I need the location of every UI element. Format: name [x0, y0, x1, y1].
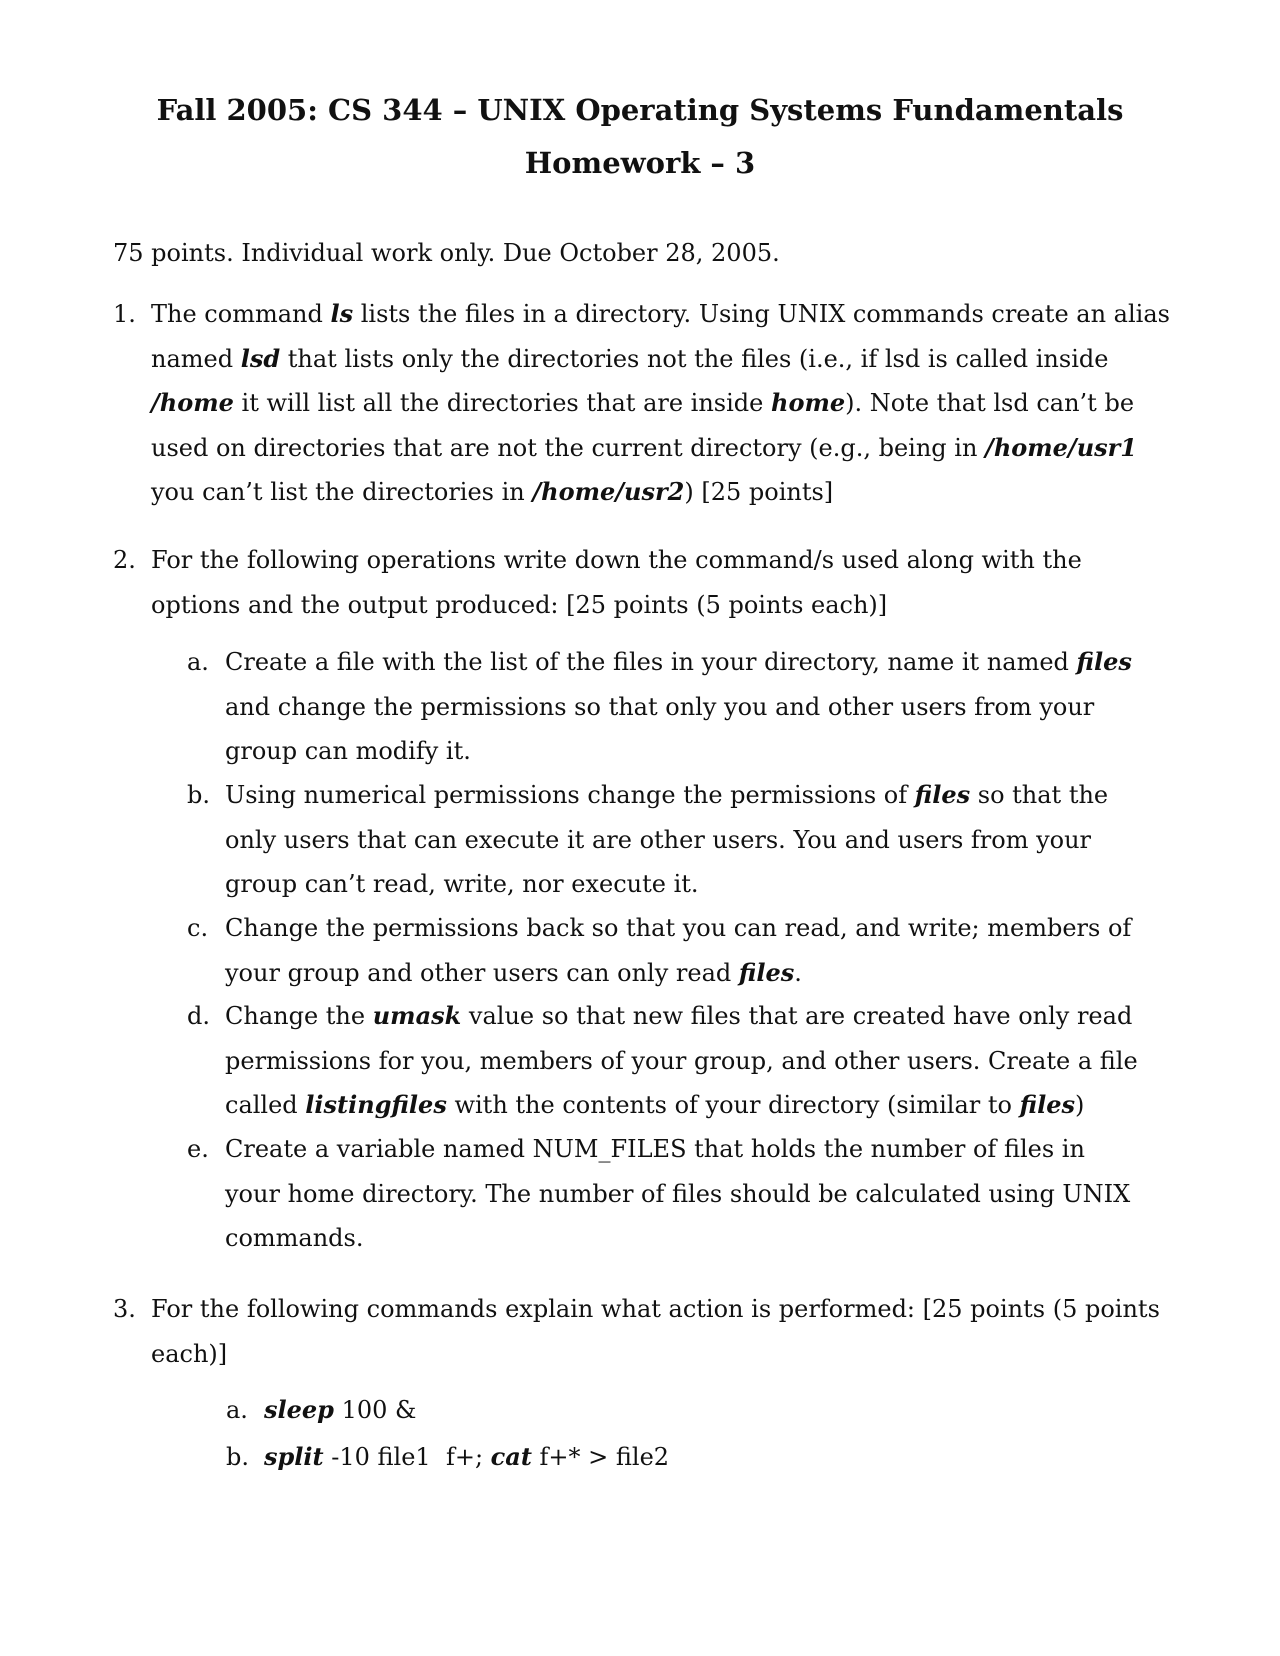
- question-2a-text: Create a file with the list of the files in your directory, name it named files and change the permissions so that only you and other users from your group can modify it.: [225, 647, 1132, 765]
- home-path: /home: [151, 388, 234, 417]
- question-2c: [187, 906, 1147, 995]
- question-2-number: 2.: [113, 546, 136, 574]
- cat-command: cat: [490, 1442, 532, 1471]
- question-1-text: The command ls lists the files in a directory. Using UNIX commands create an alias named lsd that lists only the directories not the files (i.e., if lsd is called inside /home it will list all the directories that are inside home). Note that lsd can’t be used on directories that are not the current directory (e.g., being in /home/usr1 you can’t list the directories in /home/usr2) [25 points]: [151, 299, 1170, 506]
- question-3b: [226, 1435, 669, 1480]
- question-3-number: 3.: [113, 1295, 136, 1323]
- question-1-number: 1.: [113, 300, 136, 328]
- split-command: split: [264, 1442, 324, 1471]
- list-letter: e.: [187, 1135, 209, 1163]
- list-letter: a.: [187, 648, 209, 676]
- question-2d-text: Change the umask value so that new files that are created have only read permissions for you, members of your group, and other users. Create a file called listingfiles with the contents of your directory (similar to files): [225, 1001, 1138, 1119]
- question-2a: [187, 640, 1147, 774]
- intro-text: 75 points. Individual work only. Due October 28, 2005.: [113, 239, 780, 267]
- home-dir: home: [771, 388, 846, 417]
- files-name: files: [914, 780, 971, 809]
- list-letter: c.: [187, 914, 209, 942]
- list-letter: b.: [187, 781, 210, 809]
- question-1: [113, 292, 1173, 515]
- files-name: files: [1019, 1090, 1075, 1119]
- homework-title: Homework – 3: [524, 146, 756, 180]
- document-title: Fall 2005: CS 344 – UNIX Operating Systems Fundamentals: [156, 93, 1124, 127]
- umask-command: umask: [372, 1001, 462, 1030]
- question-2d: [187, 994, 1147, 1128]
- usr2-path: /home/usr2: [532, 477, 685, 506]
- question-2e-text: Create a variable named NUM_FILES that holds the number of files in your home directory. The number of files should be calculated using UNIX commands.: [225, 1135, 1131, 1252]
- question-2b-text: Using numerical permissions change the permissions of files so that the only users that can execute it are other users. You and users from your group can’t read, write, nor execute it.: [225, 780, 1109, 898]
- question-2: [113, 538, 1173, 627]
- question-2-text: For the following operations write down the command/s used along with the options and the output produced: [25 points (5 points each)]: [151, 546, 1082, 619]
- command-args: 100 &: [333, 1396, 417, 1424]
- question-3a: [226, 1388, 416, 1433]
- listingfiles-name: listingfiles: [305, 1090, 447, 1119]
- files-name: files: [738, 957, 795, 987]
- lsd-alias: lsd: [240, 343, 281, 373]
- sleep-command: sleep: [264, 1395, 334, 1424]
- question-3: [113, 1287, 1173, 1376]
- question-2b: [187, 773, 1147, 907]
- command-args: -10 file1 f+;: [323, 1443, 491, 1471]
- question-2c-text: Change the permissions back so that you can read, and write; members of your group and other users can only read files.: [225, 914, 1132, 987]
- usr1-path: /home/usr1: [985, 432, 1138, 462]
- ls-command: ls: [330, 299, 354, 328]
- command-args: f+* > file2: [531, 1443, 670, 1471]
- question-2e: [187, 1127, 1147, 1261]
- files-name: files: [1076, 647, 1132, 676]
- list-letter: d.: [187, 1002, 210, 1030]
- list-letter: b.: [226, 1443, 249, 1471]
- question-3-text: For the following commands explain what action is performed: [25 points (5 points each)]: [151, 1295, 1160, 1368]
- list-letter: a.: [226, 1396, 248, 1424]
